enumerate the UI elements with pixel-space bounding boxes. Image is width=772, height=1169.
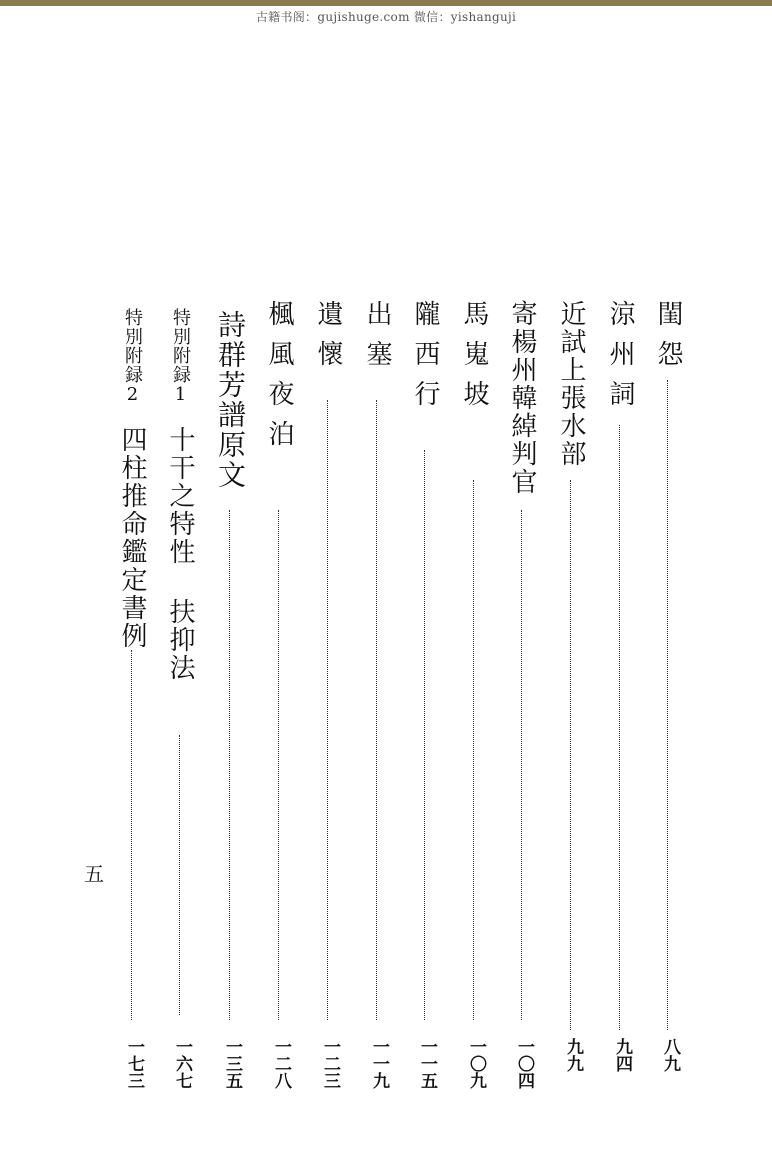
dot-leader — [424, 450, 425, 1020]
toc-page-number: 一一九 — [369, 1038, 389, 1089]
toc-title: 寄楊州韓綽判官 — [507, 300, 537, 496]
toc-page-number: 一三五 — [222, 1038, 242, 1089]
toc-title: 馬嵬坡 — [459, 300, 489, 420]
toc-page-number: 九九 — [563, 1038, 583, 1072]
toc-entry-appendix — [118, 300, 148, 1100]
toc-page-number: 一一五 — [417, 1038, 437, 1089]
toc-entry — [314, 300, 342, 1100]
toc-page-number: 一〇四 — [514, 1038, 534, 1089]
toc-entry — [654, 300, 682, 1100]
toc-title: 十干之特性 扶抑法 — [165, 426, 195, 682]
toc-title: 出塞 — [362, 300, 392, 380]
dot-leader — [376, 400, 377, 1020]
dot-leader — [278, 510, 279, 1020]
toc-entry — [508, 300, 536, 1100]
dot-leader — [667, 380, 668, 1030]
toc-title: 涼州詞 — [605, 300, 635, 420]
top-border — [0, 0, 772, 6]
toc-page-number: 九四 — [612, 1038, 632, 1072]
toc-title: 隴西行 — [410, 300, 440, 420]
dot-leader — [521, 510, 522, 1020]
toc-page-number: 八九 — [660, 1038, 680, 1072]
toc-entry — [606, 300, 634, 1100]
toc-entry-appendix — [166, 300, 196, 1100]
dot-leader — [229, 510, 230, 1020]
dot-leader — [570, 480, 571, 1030]
appendix-label: 特別附録2 — [122, 308, 143, 406]
toc-page-number: 一七三 — [124, 1038, 144, 1089]
dot-leader — [179, 735, 180, 1015]
dot-leader — [619, 425, 620, 1030]
toc-title: 楓風夜泊 — [264, 300, 294, 460]
folio-page-number: 五 — [84, 862, 104, 886]
toc-title: 四柱推命鑑定書例 — [117, 426, 147, 650]
toc-entry — [557, 300, 585, 1100]
toc-entry — [216, 300, 246, 1100]
appendix-label: 特別附録1 — [170, 308, 191, 406]
toc-page-number: 一六七 — [172, 1038, 192, 1089]
toc-page-number: 一二八 — [271, 1038, 291, 1089]
toc-entry — [265, 300, 293, 1100]
toc-page-number: 一二三 — [320, 1038, 340, 1089]
toc-entry — [460, 300, 488, 1100]
toc-title: 閨怨 — [653, 300, 683, 380]
toc-entry — [411, 300, 439, 1100]
toc-title: 遺懷 — [313, 300, 343, 380]
toc-title: 近試上張水部 — [556, 300, 586, 468]
dot-leader — [473, 480, 474, 1020]
dot-leader — [131, 650, 132, 1020]
toc-page-number: 一〇九 — [466, 1038, 486, 1089]
toc-entry — [363, 300, 391, 1100]
dot-leader — [327, 400, 328, 1020]
toc-title: 詩群芳譜原文 — [214, 310, 247, 490]
watermark-text: 古籍书阁：gujishuge.com 微信：yishanguji — [255, 10, 517, 24]
